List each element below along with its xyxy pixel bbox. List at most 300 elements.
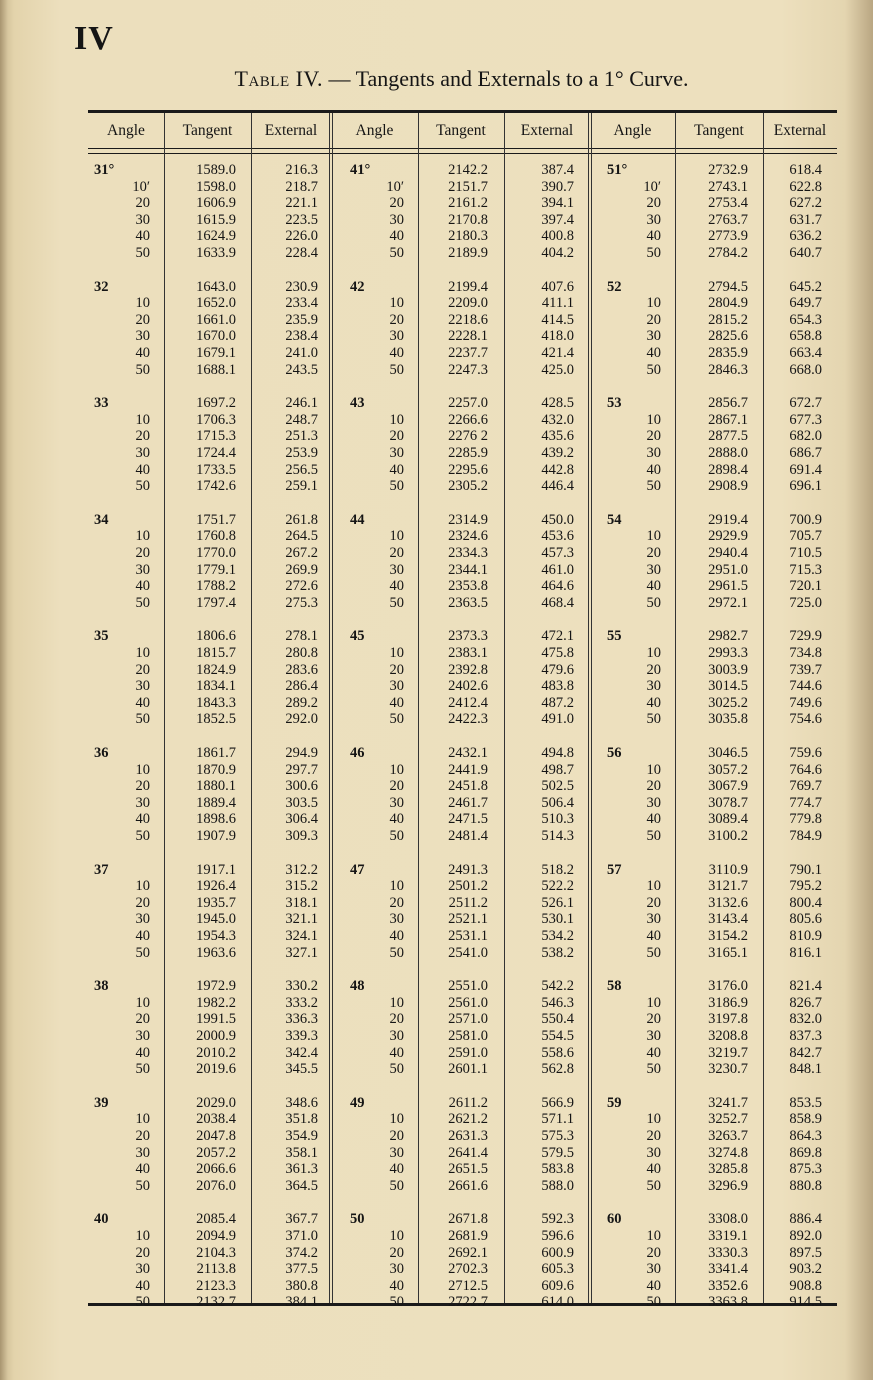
external-cell: 450.0 (541, 511, 574, 528)
table-row (88, 1161, 837, 1178)
angle-cell: 50 (135, 1061, 150, 1078)
angle-cell: 50 (646, 1177, 661, 1194)
table-rule (88, 153, 837, 154)
external-cell: 226.0 (285, 228, 318, 245)
external-cell: 558.6 (541, 1044, 574, 1061)
tangent-cell: 2888.0 (708, 444, 748, 461)
angle-cell: 20 (646, 1244, 661, 1261)
column-header: Angle (107, 122, 145, 139)
table-row (88, 478, 837, 495)
angle-cell: 40 (389, 1277, 404, 1294)
angle-cell: 30 (389, 211, 404, 228)
external-cell: 387.4 (541, 162, 574, 178)
tangent-cell: 2047.8 (196, 1127, 236, 1144)
angle-cell: 54 (607, 511, 622, 528)
tangent-cell: 2432.1 (448, 745, 488, 761)
angle-cell: 20 (135, 778, 150, 795)
external-cell: 238.4 (285, 328, 318, 345)
external-cell: 464.6 (541, 578, 574, 595)
external-cell: 627.2 (789, 195, 822, 212)
angle-cell: 20 (646, 778, 661, 795)
angle-cell: 40 (389, 927, 404, 944)
external-cell: 269.9 (285, 561, 318, 578)
angle-cell: 50 (135, 478, 150, 495)
table-row (88, 562, 837, 579)
tangent-cell: 2481.4 (448, 828, 488, 844)
external-cell: 715.3 (789, 561, 822, 578)
angle-cell: 30 (646, 211, 661, 228)
tangent-cell: 3296.9 (708, 1177, 748, 1194)
table-row (88, 1178, 837, 1195)
external-cell: 691.4 (789, 461, 822, 478)
external-cell: 321.1 (285, 911, 318, 928)
tangent-cell: 3025.2 (708, 694, 748, 711)
angle-cell: 50 (135, 944, 150, 961)
external-cell: 522.2 (541, 878, 574, 895)
tangent-cell: 1633.9 (196, 245, 236, 261)
angle-cell: 10 (389, 644, 404, 661)
tangent-cell: 2763.7 (708, 211, 748, 228)
tangent-cell: 2898.4 (708, 461, 748, 478)
tangent-cell: 2373.3 (448, 628, 488, 645)
tangent-cell: 1724.4 (196, 444, 236, 461)
tangent-cell: 2104.3 (196, 1244, 236, 1261)
external-cell: 289.2 (285, 694, 318, 711)
external-cell: 367.7 (285, 1211, 318, 1228)
external-cell: 435.6 (541, 428, 574, 445)
external-cell: 875.3 (789, 1161, 822, 1178)
angle-cell: 50 (135, 361, 150, 378)
external-cell: 848.1 (789, 1061, 822, 1078)
external-cell: 897.5 (789, 1244, 822, 1261)
table-row (88, 528, 837, 545)
external-cell: 216.3 (285, 162, 318, 178)
tangent-cell: 3352.6 (708, 1277, 748, 1294)
tangent-cell: 2641.4 (448, 1144, 488, 1161)
angle-cell: 10 (135, 994, 150, 1011)
tangent-cell: 1972.9 (196, 978, 236, 995)
tangent-cell: 2180.3 (448, 228, 488, 245)
external-cell: 327.1 (285, 944, 318, 961)
angle-cell: 50 (389, 828, 404, 844)
external-cell: 351.8 (285, 1111, 318, 1128)
tangent-cell: 3330.3 (708, 1244, 748, 1261)
tangent-cell: 2057.2 (196, 1144, 236, 1161)
external-cell: 682.0 (789, 428, 822, 445)
tangent-cell: 2753.4 (708, 195, 748, 212)
angle-cell: 30 (646, 444, 661, 461)
angle-cell: 20 (389, 195, 404, 212)
angle-cell: 50 (646, 711, 661, 728)
tangent-cell: 3046.5 (708, 745, 748, 761)
tangent-cell: 3121.7 (708, 878, 748, 895)
table-row (88, 678, 837, 695)
tangent-cell: 3154.2 (708, 927, 748, 944)
angle-cell: 40 (135, 1044, 150, 1061)
external-cell: 618.4 (789, 162, 822, 178)
tangent-cell: 3035.8 (708, 711, 748, 728)
table-title (0, 66, 873, 92)
table-row (88, 762, 837, 779)
angle-cell: 30 (646, 1027, 661, 1044)
tangent-cell: 3003.9 (708, 661, 748, 678)
tangent-cell: 1788.2 (196, 578, 236, 595)
angle-cell: 10 (389, 528, 404, 545)
tangent-cell: 1615.9 (196, 211, 236, 228)
tangent-cell: 3165.1 (708, 944, 748, 961)
angle-cell: 50 (389, 245, 404, 261)
tangent-cell: 1643.0 (196, 278, 236, 295)
angle-cell: 30 (389, 678, 404, 695)
angle-cell: 50 (135, 828, 150, 844)
tangent-cell: 1935.7 (196, 894, 236, 911)
tangent-cell: 2732.9 (708, 162, 748, 178)
tangent-cell: 1852.5 (196, 711, 236, 728)
tangent-cell: 2392.8 (448, 661, 488, 678)
tangent-cell: 2422.3 (448, 711, 488, 728)
table-row (88, 745, 837, 762)
angle-cell: 20 (135, 661, 150, 678)
tangent-cell: 2908.9 (708, 478, 748, 495)
tangent-cell: 2383.1 (448, 644, 488, 661)
tangent-cell: 1733.5 (196, 461, 236, 478)
tangent-cell: 1760.8 (196, 528, 236, 545)
table-rule (88, 148, 837, 149)
angle-cell: 30 (646, 794, 661, 811)
tangent-cell: 3341.4 (708, 1261, 748, 1278)
table-row (88, 978, 837, 995)
external-cell: 312.2 (285, 861, 318, 878)
tangent-cell: 3176.0 (708, 978, 748, 995)
angle-cell: 40 (389, 1161, 404, 1178)
angle-cell: 10′ (386, 178, 404, 195)
external-cell: 498.7 (541, 761, 574, 778)
tangent-cell: 2029.0 (196, 1094, 236, 1111)
tangent-cell: 1945.0 (196, 911, 236, 928)
table-row (88, 345, 837, 362)
angle-cell: 10 (135, 761, 150, 778)
table-row (88, 1245, 837, 1262)
angle-cell: 10 (389, 878, 404, 895)
angle-cell: 40 (135, 811, 150, 828)
tangent-cell: 1688.1 (196, 361, 236, 378)
tangent-cell: 2815.2 (708, 311, 748, 328)
angle-cell: 40 (646, 1044, 661, 1061)
external-cell: 816.1 (789, 944, 822, 961)
tangent-cell: 2334.3 (448, 544, 488, 561)
external-cell: 754.6 (789, 711, 822, 728)
external-cell: 908.8 (789, 1277, 822, 1294)
tangent-cell: 1870.9 (196, 761, 236, 778)
tangent-cell: 2151.7 (448, 178, 488, 195)
tangent-cell: 2247.3 (448, 361, 488, 378)
external-cell: 769.7 (789, 778, 822, 795)
table-row (88, 545, 837, 562)
angle-cell: 30 (646, 678, 661, 695)
tangent-cell: 1926.4 (196, 878, 236, 895)
tangent-cell: 2541.0 (448, 944, 488, 961)
external-cell: 358.1 (285, 1144, 318, 1161)
table-row (88, 811, 837, 828)
tangent-cell: 2571.0 (448, 1011, 488, 1028)
tangent-cell: 2551.0 (448, 978, 488, 995)
angle-cell: 30 (646, 911, 661, 928)
tangent-cell: 2491.3 (448, 861, 488, 878)
tangent-cell: 2531.1 (448, 927, 488, 944)
angle-cell: 20 (389, 661, 404, 678)
tangent-cell: 3308.0 (708, 1211, 748, 1228)
tangent-cell: 2671.8 (448, 1211, 488, 1228)
external-cell: 342.4 (285, 1044, 318, 1061)
external-cell: 261.8 (285, 511, 318, 528)
page-binding-edge (0, 0, 8, 1380)
external-cell: 614.0 (541, 1294, 574, 1311)
external-cell: 233.4 (285, 295, 318, 312)
tangent-cell: 2019.6 (196, 1061, 236, 1078)
table-row (88, 928, 837, 945)
tangent-cell: 2266.6 (448, 411, 488, 428)
external-cell: 795.2 (789, 878, 822, 895)
tangent-cell: 1880.1 (196, 778, 236, 795)
angle-cell: 42 (350, 278, 365, 295)
tangent-cell: 2940.4 (708, 544, 748, 561)
external-cell: 364.5 (285, 1177, 318, 1194)
angle-cell: 10 (389, 761, 404, 778)
angle-cell: 10 (389, 1111, 404, 1128)
tangent-cell: 2661.6 (448, 1177, 488, 1194)
tangent-cell: 1679.1 (196, 344, 236, 361)
tangent-cell: 2581.0 (448, 1027, 488, 1044)
external-cell: 235.9 (285, 311, 318, 328)
tangent-cell: 2867.1 (708, 411, 748, 428)
external-cell: 230.9 (285, 278, 318, 295)
tangent-cell: 2611.2 (448, 1094, 488, 1111)
tangent-cell: 2066.6 (196, 1161, 236, 1178)
tangent-cell: 1606.9 (196, 195, 236, 212)
external-cell: 380.8 (285, 1277, 318, 1294)
external-cell: 418.0 (541, 328, 574, 345)
angle-cell: 30 (389, 1261, 404, 1278)
table-row (88, 1211, 837, 1228)
angle-cell: 50 (646, 828, 661, 844)
angle-cell: 10 (389, 411, 404, 428)
column-header: External (520, 122, 574, 139)
tangent-cell: 2825.6 (708, 328, 748, 345)
angle-cell: 50 (350, 1211, 365, 1228)
page-number: IV (74, 20, 114, 57)
external-cell: 377.5 (285, 1261, 318, 1278)
external-cell: 710.5 (789, 544, 822, 561)
angle-cell: 10 (135, 295, 150, 312)
angle-cell: 47 (350, 861, 365, 878)
external-cell: 309.3 (285, 828, 318, 844)
tangent-cell: 3186.9 (708, 994, 748, 1011)
table-row (88, 862, 837, 879)
external-cell: 575.3 (541, 1127, 574, 1144)
external-cell: 631.7 (789, 211, 822, 228)
external-cell: 457.3 (541, 544, 574, 561)
angle-cell: 10 (389, 295, 404, 312)
tangent-cell: 2846.3 (708, 361, 748, 378)
table-row (88, 212, 837, 229)
external-cell: 654.3 (789, 311, 822, 328)
angle-cell: 40 (389, 228, 404, 245)
table-rule (88, 110, 837, 113)
angle-cell: 33 (94, 395, 109, 412)
tangent-cell: 2305.2 (448, 478, 488, 495)
external-cell: 550.4 (541, 1011, 574, 1028)
tangent-cell: 2441.9 (448, 761, 488, 778)
tangent-cell: 2142.2 (448, 162, 488, 178)
angle-cell: 20 (646, 428, 661, 445)
angle-cell: 30 (135, 561, 150, 578)
tangent-cell: 3252.7 (708, 1111, 748, 1128)
angle-cell: 40 (646, 1161, 661, 1178)
external-cell: 303.5 (285, 794, 318, 811)
external-cell: 283.6 (285, 661, 318, 678)
external-cell: 800.4 (789, 894, 822, 911)
tangent-cell: 3285.8 (708, 1161, 748, 1178)
external-cell: 720.1 (789, 578, 822, 595)
tangent-cell: 2972.1 (708, 594, 748, 611)
tangent-cell: 2591.0 (448, 1044, 488, 1061)
angle-cell: 40 (135, 228, 150, 245)
angle-cell: 40 (389, 344, 404, 361)
tangent-cell: 1670.0 (196, 328, 236, 345)
external-cell: 432.0 (541, 411, 574, 428)
angle-cell: 30 (135, 1027, 150, 1044)
angle-cell: 10 (135, 878, 150, 895)
table-row (88, 1061, 837, 1078)
tangent-cell: 2461.7 (448, 794, 488, 811)
tangent-cell: 2929.9 (708, 528, 748, 545)
external-cell: 228.4 (285, 245, 318, 261)
external-cell: 248.7 (285, 411, 318, 428)
angle-cell: 30 (389, 328, 404, 345)
external-cell: 566.9 (541, 1094, 574, 1111)
angle-cell: 30 (135, 328, 150, 345)
angle-cell: 40 (389, 1044, 404, 1061)
table-row (88, 228, 837, 245)
external-cell: 246.1 (285, 395, 318, 412)
column-header: Angle (355, 122, 394, 139)
external-cell: 253.9 (285, 444, 318, 461)
tangent-cell: 1898.6 (196, 811, 236, 828)
external-cell: 546.3 (541, 994, 574, 1011)
angle-cell: 10′ (132, 178, 150, 195)
angle-cell: 20 (646, 1011, 661, 1028)
external-cell: 510.3 (541, 811, 574, 828)
angle-cell: 50 (646, 594, 661, 611)
external-cell: 280.8 (285, 644, 318, 661)
tangent-cell: 2451.8 (448, 778, 488, 795)
external-cell: 267.2 (285, 544, 318, 561)
external-cell: 374.2 (285, 1244, 318, 1261)
angle-cell: 46 (350, 745, 365, 761)
angle-cell: 60 (607, 1211, 622, 1228)
table-title-name: Table IV. (234, 66, 323, 91)
angle-cell: 10 (135, 411, 150, 428)
external-cell: 491.0 (541, 711, 574, 728)
external-cell: 294.9 (285, 745, 318, 761)
angle-cell: 40 (135, 1161, 150, 1178)
external-cell: 345.5 (285, 1061, 318, 1078)
external-cell: 562.8 (541, 1061, 574, 1078)
angle-cell: 31° (94, 162, 115, 178)
external-cell: 518.2 (541, 861, 574, 878)
table-row (88, 279, 837, 296)
external-cell: 390.7 (541, 178, 574, 195)
angle-cell: 40 (646, 578, 661, 595)
tangent-cell: 1907.9 (196, 828, 236, 844)
external-cell: 411.1 (541, 295, 574, 312)
external-cell: 774.7 (789, 794, 822, 811)
angle-cell: 10 (646, 1227, 661, 1244)
external-cell: 554.5 (541, 1027, 574, 1044)
table-row (88, 445, 837, 462)
table-row (88, 711, 837, 728)
tangent-cell: 2521.1 (448, 911, 488, 928)
angle-cell: 41° (350, 162, 371, 178)
external-cell: 494.8 (541, 745, 574, 761)
external-cell: 759.6 (789, 745, 822, 761)
tangent-cell: 1751.7 (196, 511, 236, 528)
angle-cell: 40 (135, 461, 150, 478)
angle-cell: 50 (646, 944, 661, 961)
angle-cell: 50 (389, 478, 404, 495)
tangent-cell: 3274.8 (708, 1144, 748, 1161)
external-cell: 453.6 (541, 528, 574, 545)
angle-cell: 10 (135, 644, 150, 661)
table-row (88, 828, 837, 845)
external-cell: 764.6 (789, 761, 822, 778)
tangent-cell: 2285.9 (448, 444, 488, 461)
angle-cell: 36 (94, 745, 109, 761)
external-cell: 864.3 (789, 1127, 822, 1144)
angle-cell: 20 (135, 311, 150, 328)
table-row (88, 995, 837, 1012)
tangent-cell: 1991.5 (196, 1011, 236, 1028)
external-cell: 869.8 (789, 1144, 822, 1161)
tangent-cell: 1770.0 (196, 544, 236, 561)
external-cell: 243.5 (285, 361, 318, 378)
external-cell: 297.7 (285, 761, 318, 778)
tangent-cell: 2511.2 (448, 894, 488, 911)
table-row (88, 462, 837, 479)
tangent-cell: 1982.2 (196, 994, 236, 1011)
external-cell: 729.9 (789, 628, 822, 645)
external-cell: 832.0 (789, 1011, 822, 1028)
external-cell: 592.3 (541, 1211, 574, 1228)
angle-cell: 30 (135, 211, 150, 228)
tangent-cell: 2471.5 (448, 811, 488, 828)
angle-cell: 10 (135, 528, 150, 545)
external-cell: 663.4 (789, 344, 822, 361)
external-cell: 658.8 (789, 328, 822, 345)
external-cell: 300.6 (285, 778, 318, 795)
table-row (88, 1111, 837, 1128)
angle-cell: 50 (646, 245, 661, 261)
tangent-cell: 1861.7 (196, 745, 236, 761)
angle-cell: 50 (135, 245, 150, 261)
external-cell: 588.0 (541, 1177, 574, 1194)
angle-cell: 50 (389, 1061, 404, 1078)
angle-cell: 40 (646, 1277, 661, 1294)
angle-cell: 10 (646, 295, 661, 312)
table-row (88, 778, 837, 795)
angle-cell: 30 (135, 1261, 150, 1278)
tangent-cell: 2804.9 (708, 295, 748, 312)
